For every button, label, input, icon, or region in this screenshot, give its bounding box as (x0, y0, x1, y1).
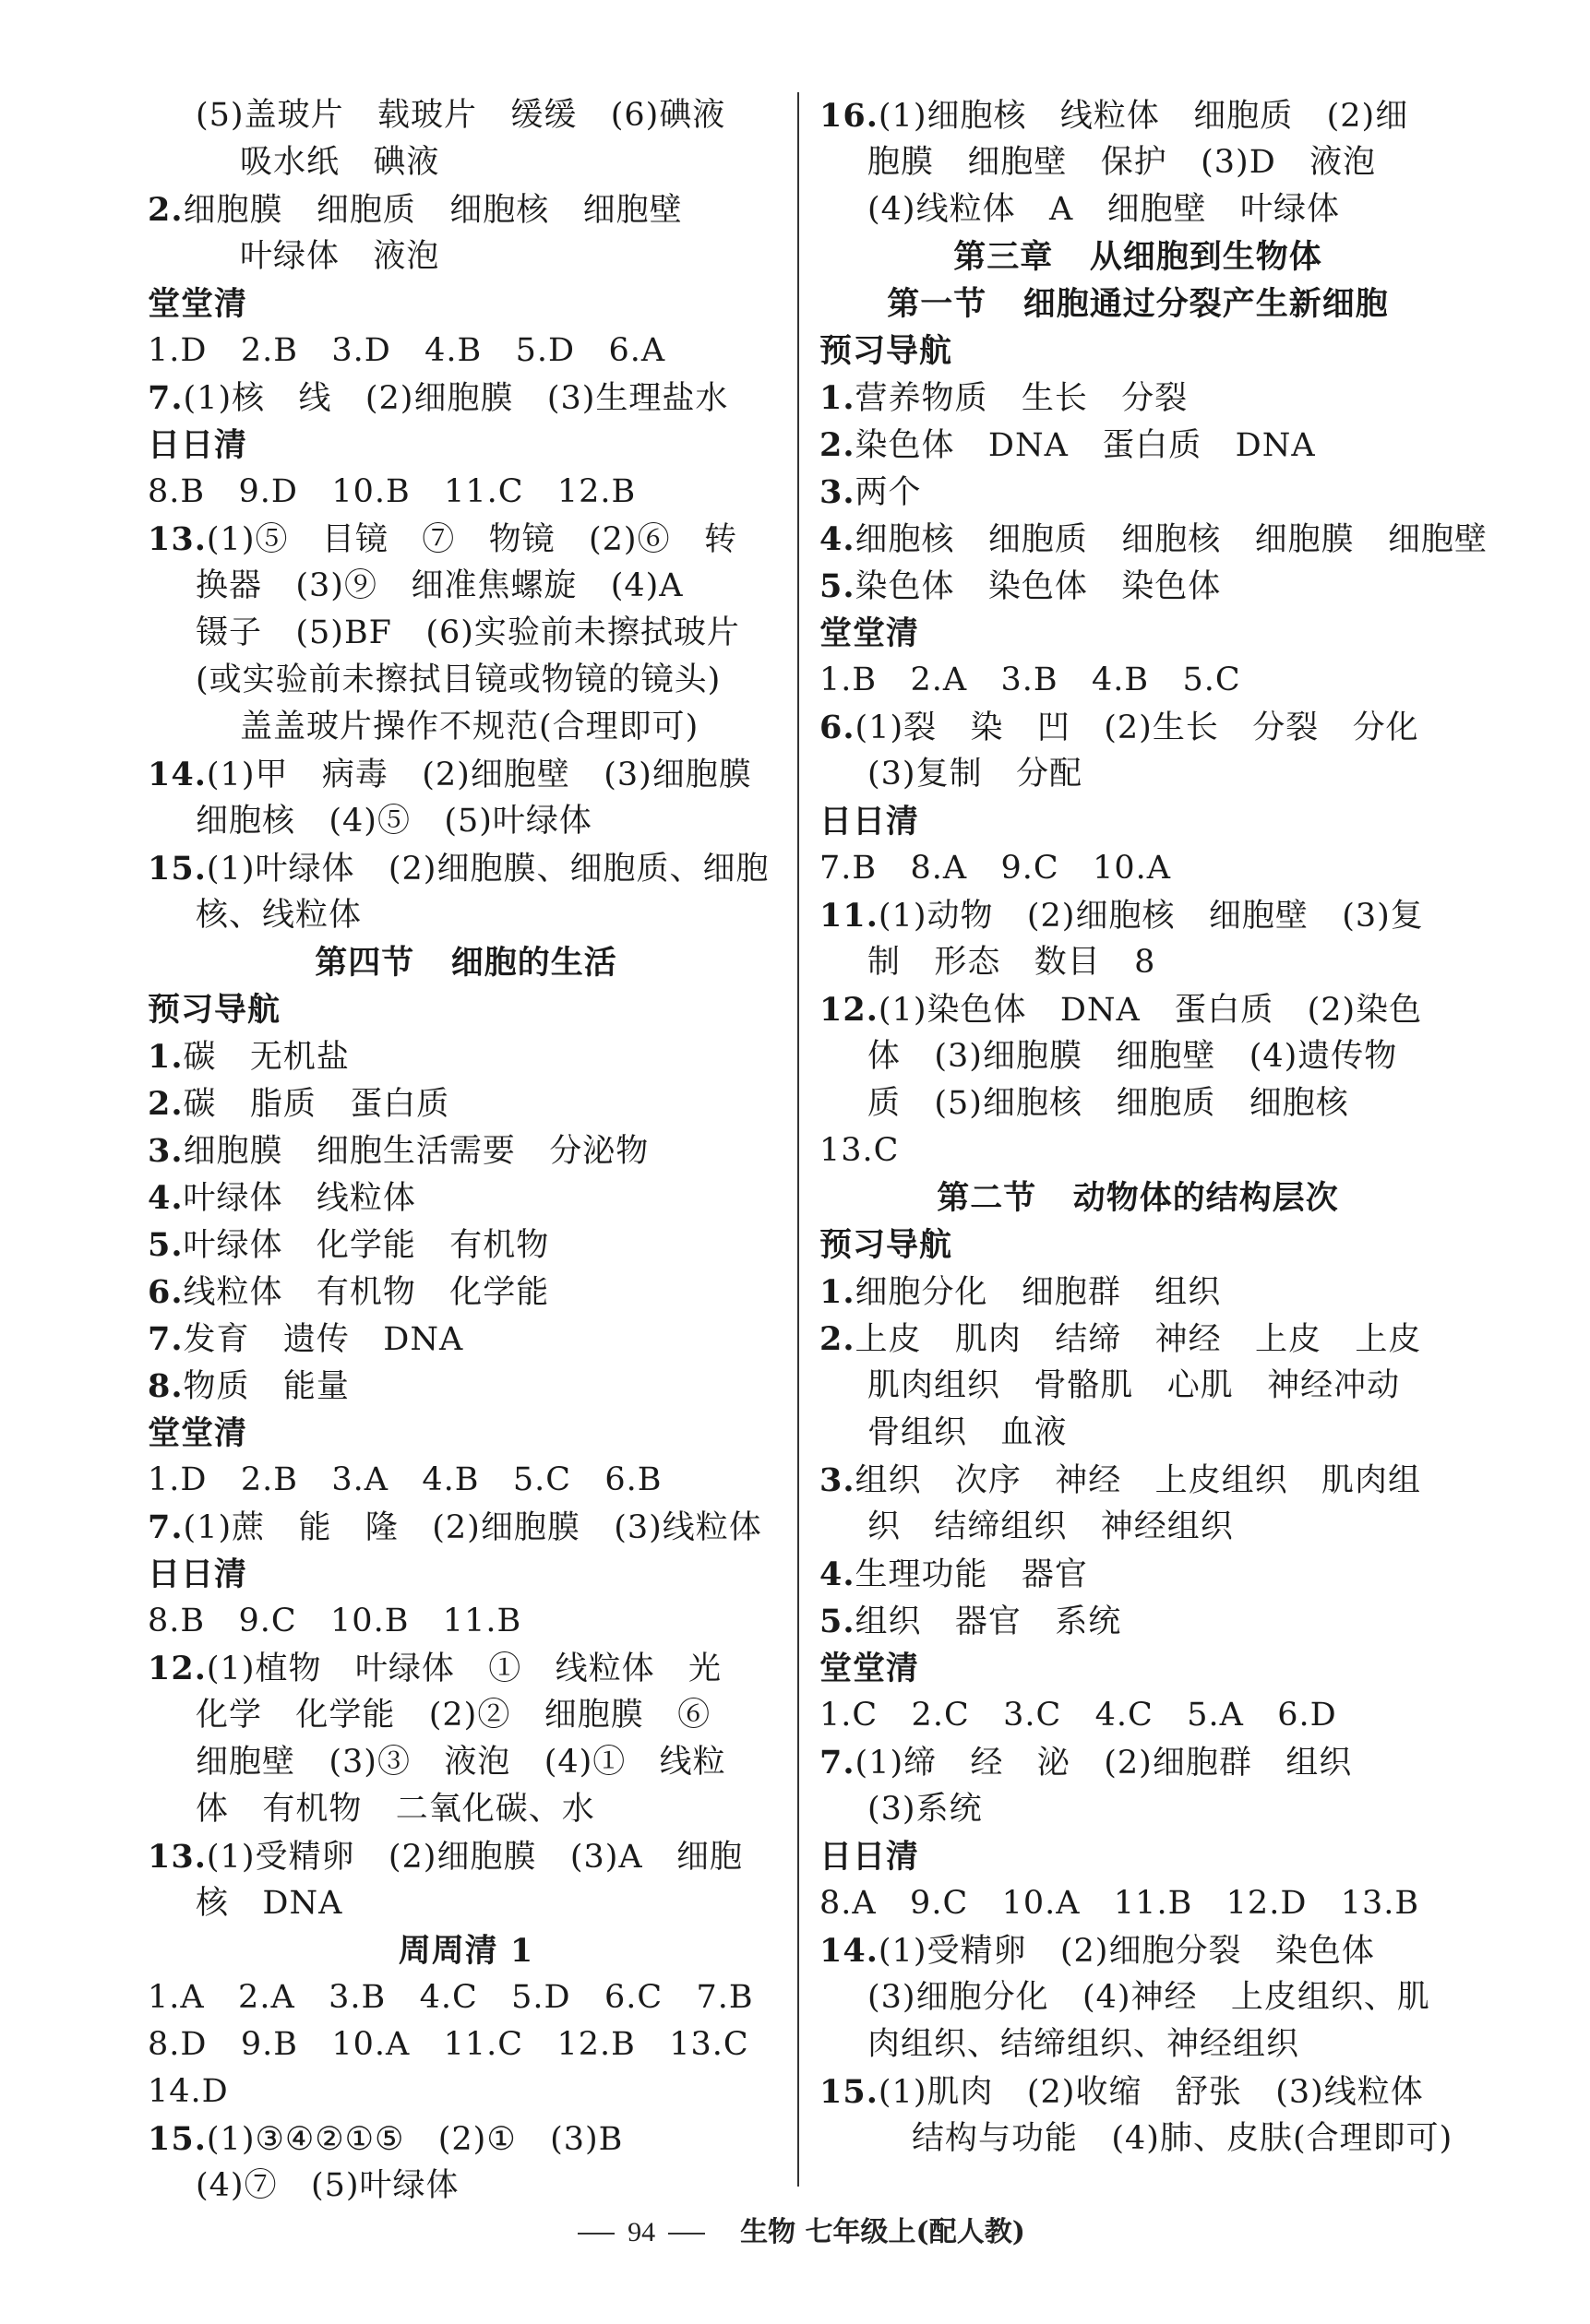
left-answer-line (148, 798, 784, 845)
answer-text: 堂堂清 (148, 285, 248, 323)
left-answer-line (148, 1410, 784, 1457)
right-answer-line (819, 1269, 1456, 1316)
right-answer-line (819, 92, 1456, 139)
answer-text: 制 形态 数目 8 (867, 944, 1156, 981)
answer-text: 第二节 动物体的结构层次 (937, 1179, 1339, 1217)
left-answer-line (148, 1269, 784, 1316)
right-answer-line (819, 610, 1456, 657)
left-answer-line (148, 2068, 784, 2115)
answer-text: 骨组织 血液 (867, 1414, 1068, 1451)
answer-text: 两个 (855, 474, 922, 511)
answer-text: 第四节 细胞的生活 (315, 944, 617, 982)
right-answer-line (819, 422, 1456, 469)
answer-text: 盖盖玻片操作不规范(合理即可) (240, 709, 699, 745)
right-answer-line (819, 1127, 1456, 1174)
right-answer-line (819, 1598, 1456, 1645)
question-number: 7. (148, 1508, 184, 1546)
question-number: 2. (819, 1320, 855, 1358)
answer-text: 染色体 DNA 蛋白质 DNA (855, 427, 1316, 464)
answer-text: (1)受精卵 (2)细胞分裂 染色体 (878, 1933, 1375, 1970)
right-answer-line (819, 1504, 1456, 1551)
question-number: 3. (148, 1132, 184, 1170)
left-answer-line (148, 1127, 784, 1174)
answer-text: 线粒体 有机物 化学能 (183, 1274, 550, 1311)
answer-text: 核 DNA (196, 1885, 343, 1922)
page-number: 94 (628, 2217, 656, 2247)
answer-text: (1)⑤ 目镜 ⑦ 物镜 (2)⑥ 转 (206, 521, 737, 558)
answer-text: 织 结缔组织 神经组织 (867, 1508, 1234, 1545)
question-number: 4. (819, 520, 855, 558)
answer-text: 细胞核 (4)⑤ (5)叶绿体 (196, 803, 592, 840)
answer-text: 营养物质 生长 分裂 (855, 380, 1189, 417)
answer-text: 换器 (3)⑨ 细准焦螺旋 (4)A (196, 567, 684, 604)
right-answer-line (819, 1222, 1456, 1269)
left-column (148, 92, 784, 2210)
question-number: 14. (819, 1932, 879, 1970)
question-number: 7. (148, 1320, 184, 1358)
footer-dash-right (668, 2233, 705, 2235)
left-answer-line (148, 986, 784, 1033)
answer-text: 化学 化学能 (2)② 细胞膜 ⑥ (196, 1697, 711, 1734)
question-number: 1. (819, 1273, 855, 1311)
answer-text: 肌肉组织 骨骼肌 心肌 神经冲动 (867, 1367, 1401, 1404)
answer-text: 叶绿体 化学能 有机物 (183, 1227, 550, 1264)
left-answer-line (148, 1645, 784, 1692)
right-answer-line (819, 328, 1456, 375)
right-answer-line (819, 1786, 1456, 1833)
right-answer-line (819, 751, 1456, 798)
right-answer-line (819, 233, 1456, 280)
left-answer-line (148, 280, 784, 328)
answer-text: (3)细胞分化 (4)神经 上皮组织、肌 (867, 1979, 1430, 2016)
answer-text: 细胞壁 (3)③ 液泡 (4)① 线粒 (196, 1744, 726, 1781)
left-answer-line (148, 1363, 784, 1410)
right-answer-line (819, 892, 1456, 939)
question-number: 7. (819, 1744, 855, 1782)
left-answer-line (148, 1598, 784, 1645)
left-answer-line (148, 469, 784, 516)
answer-text: 肉组织、结缔组织、神经组织 (867, 2026, 1300, 2063)
footer-dash-left (578, 2233, 615, 2235)
answer-text: 细胞分化 细胞群 组织 (855, 1274, 1222, 1311)
right-answer-line (819, 939, 1456, 986)
answer-text: 吸水纸 碘液 (240, 144, 440, 181)
question-number: 1. (148, 1038, 184, 1076)
left-answer-line (148, 1833, 784, 1880)
answer-text: (3)系统 (867, 1791, 983, 1828)
question-number: 5. (819, 1603, 855, 1640)
book-subject: 生物 七年级上(配人教) (740, 2216, 1025, 2248)
left-answer-line (148, 1927, 784, 1974)
left-answer-line (148, 563, 784, 610)
answer-text: (1)染色体 DNA 蛋白质 (2)染色 (878, 992, 1423, 1029)
left-answer-line (148, 1174, 784, 1222)
right-answer-line (819, 2021, 1456, 2068)
left-answer-line (148, 516, 784, 563)
right-answer-line (819, 1927, 1456, 1974)
question-number: 3. (819, 1461, 855, 1499)
left-answer-line (148, 422, 784, 469)
answer-text: 叶绿体 液泡 (240, 238, 440, 275)
answer-text: (1)受精卵 (2)细胞膜 (3)A 细胞 (206, 1839, 744, 1876)
right-answer-line (819, 516, 1488, 563)
answer-text: (5)盖玻片 载玻片 缓缓 (6)碘液 (196, 97, 726, 134)
question-number: 5. (148, 1226, 184, 1264)
left-answer-line (148, 845, 784, 892)
left-answer-line (148, 657, 784, 704)
left-answer-line (148, 1974, 784, 2021)
answer-text: 预习导航 (148, 991, 281, 1029)
right-answer-line (819, 1833, 1456, 1880)
answer-text: (1)蔗 能 隆 (2)细胞膜 (3)线粒体 (183, 1509, 762, 1546)
answer-text: 叶绿体 线粒体 (183, 1180, 416, 1217)
right-answer-line (819, 1316, 1456, 1363)
question-number: 4. (148, 1179, 184, 1217)
answer-text: 13.C (819, 1132, 900, 1169)
answer-text: 8.B 9.D 10.B 11.C 12.B (148, 473, 637, 510)
answer-text: 镊子 (5)BF (6)实验前未擦拭玻片 (196, 614, 740, 651)
answer-text: 日日清 (148, 426, 248, 464)
question-number: 13. (148, 1838, 207, 1876)
answer-text: 第三章 从细胞到生物体 (953, 238, 1322, 276)
answer-text: 周周清 1 (398, 1932, 534, 1970)
left-answer-line (148, 1457, 784, 1504)
answer-text: 预习导航 (819, 332, 953, 370)
answer-text: 物质 能量 (183, 1368, 350, 1405)
left-answer-line (148, 1316, 784, 1363)
answer-text: 1.C 2.C 3.C 4.C 5.A 6.D (819, 1697, 1337, 1734)
left-answer-line (148, 1739, 784, 1786)
question-number: 2. (148, 191, 184, 229)
right-answer-line (819, 1457, 1456, 1504)
left-answer-line (148, 233, 784, 280)
right-answer-line (819, 704, 1456, 751)
answer-text: 日日清 (819, 803, 920, 840)
answer-text: 核、线粒体 (196, 897, 363, 934)
right-column (819, 92, 1488, 2163)
question-number: 11. (819, 897, 879, 935)
left-answer-line (148, 1080, 784, 1127)
question-number: 12. (819, 991, 879, 1029)
answer-text: 细胞核 细胞质 细胞核 细胞膜 细胞壁 (855, 521, 1488, 558)
answer-text: (1)裂 染 凹 (2)生长 分裂 分化 (855, 709, 1419, 746)
question-number: 2. (819, 426, 855, 464)
left-answer-line (148, 1033, 784, 1080)
right-answer-line (819, 1739, 1456, 1786)
answer-text: 质 (5)细胞核 细胞质 细胞核 (867, 1085, 1349, 1122)
answer-text: 1.D 2.B 3.D 4.B 5.D 6.A (148, 332, 666, 369)
right-answer-line (819, 469, 1456, 516)
right-answer-line (819, 186, 1456, 233)
question-number: 14. (148, 756, 207, 793)
right-answer-line (819, 1033, 1456, 1080)
question-number: 2. (148, 1085, 184, 1123)
answer-text: 发育 遗传 DNA (183, 1321, 464, 1358)
question-number: 7. (148, 379, 184, 417)
left-answer-line (148, 1504, 784, 1551)
answer-text: 8.A 9.C 10.A 11.B 12.D 13.B (819, 1885, 1420, 1922)
answer-text: 1.D 2.B 3.A 4.B 5.C 6.B (148, 1461, 663, 1498)
question-number: 12. (148, 1650, 207, 1687)
answer-text: 细胞膜 细胞质 细胞核 细胞壁 (183, 192, 683, 229)
left-answer-line (148, 2163, 784, 2210)
answer-text: 生理功能 器官 (855, 1556, 1088, 1593)
answer-text: (3)复制 分配 (867, 756, 1082, 793)
answer-text: 第一节 细胞通过分裂产生新细胞 (887, 285, 1389, 323)
question-number: 15. (148, 850, 207, 888)
answer-text: 碳 无机盐 (183, 1039, 350, 1076)
left-answer-line (148, 1880, 784, 1927)
left-answer-line (148, 186, 784, 233)
answer-text: 堂堂清 (819, 1650, 920, 1687)
right-answer-line (819, 2068, 1456, 2115)
question-number: 13. (148, 520, 207, 558)
answer-text: 日日清 (148, 1555, 248, 1593)
answer-text: 细胞膜 细胞生活需要 分泌物 (183, 1133, 650, 1170)
page-footer (0, 2214, 1590, 2251)
right-answer-line (819, 1551, 1456, 1598)
answer-text: (1)细胞核 线粒体 细胞质 (2)细 (878, 98, 1409, 135)
right-answer-line (819, 1692, 1456, 1739)
answer-text: (1)核 线 (2)细胞膜 (3)生理盐水 (183, 380, 729, 417)
left-answer-line (148, 139, 784, 186)
answer-text: 1.B 2.A 3.B 4.B 5.C (819, 661, 1241, 698)
answer-text: (1)肌肉 (2)收缩 舒张 (3)线粒体 (878, 2074, 1424, 2111)
answer-text: (1)动物 (2)细胞核 细胞壁 (3)复 (878, 898, 1424, 935)
answer-text: (1)缔 经 泌 (2)细胞群 组织 (855, 1745, 1353, 1782)
answer-text: 染色体 染色体 染色体 (855, 568, 1222, 605)
answer-text: (1)叶绿体 (2)细胞膜、细胞质、细胞 (206, 851, 770, 888)
question-number: 6. (148, 1273, 184, 1311)
right-answer-line (819, 1174, 1456, 1222)
answer-text: 堂堂清 (819, 614, 920, 652)
right-answer-line (819, 139, 1456, 186)
answer-text: (4)线粒体 A 细胞壁 叶绿体 (867, 191, 1340, 228)
question-number: 6. (819, 709, 855, 746)
answer-text: (1)甲 病毒 (2)细胞壁 (3)细胞膜 (206, 757, 752, 793)
question-number: 15. (819, 2073, 879, 2111)
right-answer-line (819, 1080, 1456, 1127)
left-answer-line (148, 2115, 784, 2163)
left-answer-line (148, 1551, 784, 1598)
left-answer-line (148, 1692, 784, 1739)
right-answer-line (819, 2115, 1456, 2163)
answer-text: (1)③④②①⑤ (2)① (3)B (206, 2121, 624, 2158)
right-answer-line (819, 563, 1456, 610)
answer-text: 胞膜 细胞壁 保护 (3)D 液泡 (867, 144, 1377, 181)
left-answer-line (148, 751, 784, 798)
answer-text: 8.B 9.C 10.B 11.B (148, 1603, 522, 1639)
left-answer-line (148, 328, 784, 375)
question-number: 15. (148, 2120, 207, 2158)
answer-text: 结构与功能 (4)肺、皮肤(合理即可) (912, 2120, 1453, 2157)
right-answer-line (819, 798, 1456, 845)
column-divider (797, 92, 799, 2187)
left-answer-line (148, 610, 784, 657)
answer-text: 体 有机物 二氧化碳、水 (196, 1791, 595, 1828)
answer-text: 14.D (148, 2073, 229, 2110)
answer-text: 堂堂清 (148, 1414, 248, 1452)
answer-text: (1)植物 叶绿体 ① 线粒体 光 (206, 1651, 722, 1687)
right-answer-line (819, 1645, 1456, 1692)
question-number: 5. (819, 567, 855, 605)
left-answer-line (148, 939, 784, 986)
answer-text: 日日清 (819, 1838, 920, 1876)
answer-text: 预习导航 (819, 1226, 953, 1264)
right-answer-line (819, 986, 1456, 1033)
left-answer-line (148, 704, 784, 751)
answer-text: 上皮 肌肉 结缔 神经 上皮 上皮 (855, 1321, 1422, 1358)
left-answer-line (148, 1222, 784, 1269)
left-answer-line (148, 375, 784, 422)
right-answer-line (819, 1410, 1456, 1457)
left-answer-line (148, 892, 784, 939)
answer-text: 体 (3)细胞膜 细胞壁 (4)遗传物 (867, 1038, 1398, 1075)
question-number: 8. (148, 1367, 184, 1405)
question-number: 1. (819, 379, 855, 417)
question-number: 3. (819, 473, 855, 511)
right-answer-line (819, 280, 1456, 328)
right-answer-line (819, 1974, 1456, 2021)
left-answer-line (148, 2021, 784, 2068)
right-answer-line (819, 845, 1456, 892)
question-number: 16. (819, 97, 879, 135)
left-answer-line (148, 92, 784, 139)
answer-text: (4)⑦ (5)叶绿体 (196, 2167, 460, 2204)
answer-text: 组织 器官 系统 (855, 1603, 1122, 1640)
question-number: 4. (819, 1555, 855, 1593)
answer-text: 组织 次序 神经 上皮组织 肌肉组 (855, 1462, 1422, 1499)
right-answer-line (819, 1363, 1456, 1410)
right-answer-line (819, 1880, 1456, 1927)
answer-text: (或实验前未擦拭目镜或物镜的镜头) (196, 661, 722, 698)
right-answer-line (819, 375, 1456, 422)
right-answer-line (819, 657, 1456, 704)
answer-text: 8.D 9.B 10.A 11.C 12.B 13.C (148, 2026, 749, 2063)
answer-text: 7.B 8.A 9.C 10.A (819, 850, 1172, 887)
left-answer-line (148, 1786, 784, 1833)
answer-text: 1.A 2.A 3.B 4.C 5.D 6.C 7.B (148, 1979, 754, 2016)
answer-text: 碳 脂质 蛋白质 (183, 1086, 450, 1123)
